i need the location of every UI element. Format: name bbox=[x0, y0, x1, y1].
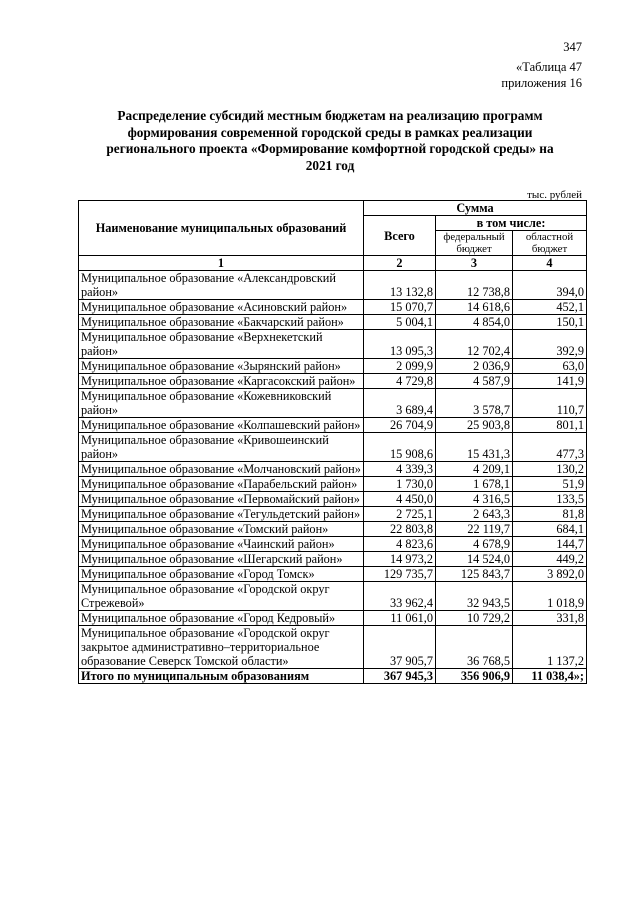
header-federal-budget: федеральный бюджет bbox=[436, 231, 513, 256]
total-amount-cell: 11 061,0 bbox=[364, 611, 436, 626]
column-number-row bbox=[79, 256, 587, 271]
municipality-name-cell: Муниципальное образование «Зырянский район» bbox=[79, 359, 364, 374]
table-row bbox=[79, 389, 587, 418]
federal-amount-cell: 25 903,8 bbox=[436, 418, 513, 433]
table-row bbox=[79, 552, 587, 567]
table-row bbox=[79, 271, 587, 300]
federal-amount-cell: 4 316,5 bbox=[436, 492, 513, 507]
municipality-name-cell: Муниципальное образование «Тегульдетский район» bbox=[79, 507, 364, 522]
federal-amount-cell: 4 209,1 bbox=[436, 462, 513, 477]
grand-total-cell: 367 945,3 bbox=[364, 669, 436, 684]
regional-amount-cell: 81,8 bbox=[513, 507, 587, 522]
table-row bbox=[79, 582, 587, 611]
municipality-name-cell: Муниципальное образование «Колпашевский район» bbox=[79, 418, 364, 433]
column-number: 3 bbox=[436, 256, 513, 271]
table-row bbox=[79, 462, 587, 477]
regional-amount-cell: 130,2 bbox=[513, 462, 587, 477]
table-row bbox=[79, 330, 587, 359]
header-municipality-name: Наименование муниципальных образований bbox=[79, 201, 364, 256]
total-amount-cell: 1 730,0 bbox=[364, 477, 436, 492]
federal-amount-cell: 22 119,7 bbox=[436, 522, 513, 537]
header-sum: Сумма bbox=[364, 201, 587, 216]
table-row bbox=[79, 567, 587, 582]
document-title bbox=[80, 108, 580, 174]
total-label-cell: Итого по муниципальным образованиям bbox=[79, 669, 364, 684]
total-amount-cell: 2 725,1 bbox=[364, 507, 436, 522]
federal-amount-cell: 4 587,9 bbox=[436, 374, 513, 389]
municipality-name-cell: Муниципальное образование «Городской округ закрытое административно–территориальное образование Северск Томской области» bbox=[79, 626, 364, 669]
annex-table-label: «Таблица 47 bbox=[516, 60, 582, 74]
total-amount-cell: 5 004,1 bbox=[364, 315, 436, 330]
total-amount-cell: 3 689,4 bbox=[364, 389, 436, 418]
federal-amount-cell: 14 524,0 bbox=[436, 552, 513, 567]
municipality-name-cell: Муниципальное образование «Бакчарский район» bbox=[79, 315, 364, 330]
total-amount-cell: 33 962,4 bbox=[364, 582, 436, 611]
municipality-name-cell: Муниципальное образование «Александровский район» bbox=[79, 271, 364, 300]
regional-amount-cell: 392,9 bbox=[513, 330, 587, 359]
column-number: 1 bbox=[79, 256, 364, 271]
regional-amount-cell: 51,9 bbox=[513, 477, 587, 492]
header-regional-budget: областной бюджет bbox=[513, 231, 587, 256]
municipality-name-cell: Муниципальное образование «Шегарский район» bbox=[79, 552, 364, 567]
table-row bbox=[79, 433, 587, 462]
federal-total-cell: 356 906,9 bbox=[436, 669, 513, 684]
municipality-name-cell: Муниципальное образование «Верхнекетский район» bbox=[79, 330, 364, 359]
federal-amount-cell: 4 678,9 bbox=[436, 537, 513, 552]
total-amount-cell: 129 735,7 bbox=[364, 567, 436, 582]
header-including: в том числе: bbox=[436, 216, 587, 231]
regional-amount-cell: 1 137,2 bbox=[513, 626, 587, 669]
total-amount-cell: 4 339,3 bbox=[364, 462, 436, 477]
municipality-name-cell: Муниципальное образование «Каргасокский район» bbox=[79, 374, 364, 389]
federal-amount-cell: 4 854,0 bbox=[436, 315, 513, 330]
municipality-name-cell: Муниципальное образование «Асиновский район» bbox=[79, 300, 364, 315]
total-amount-cell: 4 823,6 bbox=[364, 537, 436, 552]
regional-amount-cell: 110,7 bbox=[513, 389, 587, 418]
regional-total-cell: 11 038,4»; bbox=[513, 669, 587, 684]
regional-amount-cell: 1 018,9 bbox=[513, 582, 587, 611]
table-row bbox=[79, 507, 587, 522]
regional-amount-cell: 3 892,0 bbox=[513, 567, 587, 582]
municipality-name-cell: Муниципальное образование «Кривошеинский район» bbox=[79, 433, 364, 462]
municipality-name-cell: Муниципальное образование «Городской округ Стрежевой» bbox=[79, 582, 364, 611]
federal-amount-cell: 2 643,3 bbox=[436, 507, 513, 522]
regional-amount-cell: 452,1 bbox=[513, 300, 587, 315]
total-amount-cell: 14 973,2 bbox=[364, 552, 436, 567]
units-label: тыс. рублей bbox=[527, 189, 582, 201]
federal-amount-cell: 15 431,3 bbox=[436, 433, 513, 462]
table-row bbox=[79, 315, 587, 330]
total-amount-cell: 4 450,0 bbox=[364, 492, 436, 507]
regional-amount-cell: 801,1 bbox=[513, 418, 587, 433]
table-row bbox=[79, 492, 587, 507]
federal-amount-cell: 3 578,7 bbox=[436, 389, 513, 418]
table-row bbox=[79, 300, 587, 315]
total-amount-cell: 22 803,8 bbox=[364, 522, 436, 537]
table-row bbox=[79, 522, 587, 537]
table-row bbox=[79, 537, 587, 552]
table-row bbox=[79, 477, 587, 492]
municipality-name-cell: Муниципальное образование «Чаинский район» bbox=[79, 537, 364, 552]
municipality-name-cell: Муниципальное образование «Первомайский район» bbox=[79, 492, 364, 507]
total-amount-cell: 2 099,9 bbox=[364, 359, 436, 374]
total-amount-cell: 4 729,8 bbox=[364, 374, 436, 389]
subsidy-table bbox=[78, 200, 587, 684]
federal-amount-cell: 12 738,8 bbox=[436, 271, 513, 300]
regional-amount-cell: 684,1 bbox=[513, 522, 587, 537]
table-row bbox=[79, 359, 587, 374]
total-amount-cell: 15 070,7 bbox=[364, 300, 436, 315]
total-amount-cell: 15 908,6 bbox=[364, 433, 436, 462]
regional-amount-cell: 133,5 bbox=[513, 492, 587, 507]
federal-amount-cell: 1 678,1 bbox=[436, 477, 513, 492]
regional-amount-cell: 331,8 bbox=[513, 611, 587, 626]
regional-amount-cell: 141,9 bbox=[513, 374, 587, 389]
municipality-name-cell: Муниципальное образование «Кожевниковский район» bbox=[79, 389, 364, 418]
federal-amount-cell: 32 943,5 bbox=[436, 582, 513, 611]
regional-amount-cell: 150,1 bbox=[513, 315, 587, 330]
regional-amount-cell: 449,2 bbox=[513, 552, 587, 567]
federal-amount-cell: 2 036,9 bbox=[436, 359, 513, 374]
table-row bbox=[79, 374, 587, 389]
regional-amount-cell: 144,7 bbox=[513, 537, 587, 552]
total-amount-cell: 37 905,7 bbox=[364, 626, 436, 669]
annex-reference bbox=[501, 59, 582, 91]
title-line: формирования современной городской среды в рамках реализации bbox=[127, 124, 533, 140]
municipality-name-cell: Муниципальное образование «Парабельский район» bbox=[79, 477, 364, 492]
federal-amount-cell: 14 618,6 bbox=[436, 300, 513, 315]
title-line: регионального проекта «Формирование комфортной городской среды» на bbox=[106, 141, 554, 156]
total-row bbox=[79, 669, 587, 684]
page-number: 347 bbox=[563, 40, 582, 54]
federal-amount-cell: 36 768,5 bbox=[436, 626, 513, 669]
total-amount-cell: 13 132,8 bbox=[364, 271, 436, 300]
regional-amount-cell: 394,0 bbox=[513, 271, 587, 300]
title-line: Распределение субсидий местным бюджетам на реализацию программ bbox=[117, 108, 543, 123]
municipality-name-cell: Муниципальное образование «Томский район» bbox=[79, 522, 364, 537]
federal-amount-cell: 10 729,2 bbox=[436, 611, 513, 626]
title-line: 2021 год bbox=[305, 157, 355, 173]
table-body bbox=[79, 271, 587, 684]
municipality-name-cell: Муниципальное образование «Город Томск» bbox=[79, 567, 364, 582]
table-row bbox=[79, 611, 587, 626]
total-amount-cell: 13 095,3 bbox=[364, 330, 436, 359]
federal-amount-cell: 12 702,4 bbox=[436, 330, 513, 359]
municipality-name-cell: Муниципальное образование «Молчановский район» bbox=[79, 462, 364, 477]
regional-amount-cell: 477,3 bbox=[513, 433, 587, 462]
regional-amount-cell: 63,0 bbox=[513, 359, 587, 374]
federal-amount-cell: 125 843,7 bbox=[436, 567, 513, 582]
table-row bbox=[79, 626, 587, 669]
table-row bbox=[79, 418, 587, 433]
total-amount-cell: 26 704,9 bbox=[364, 418, 436, 433]
annex-appendix-label: приложения 16 bbox=[501, 76, 582, 90]
column-number: 4 bbox=[513, 256, 587, 271]
municipality-name-cell: Муниципальное образование «Город Кедровый» bbox=[79, 611, 364, 626]
header-total: Всего bbox=[364, 216, 436, 256]
column-number: 2 bbox=[364, 256, 436, 271]
